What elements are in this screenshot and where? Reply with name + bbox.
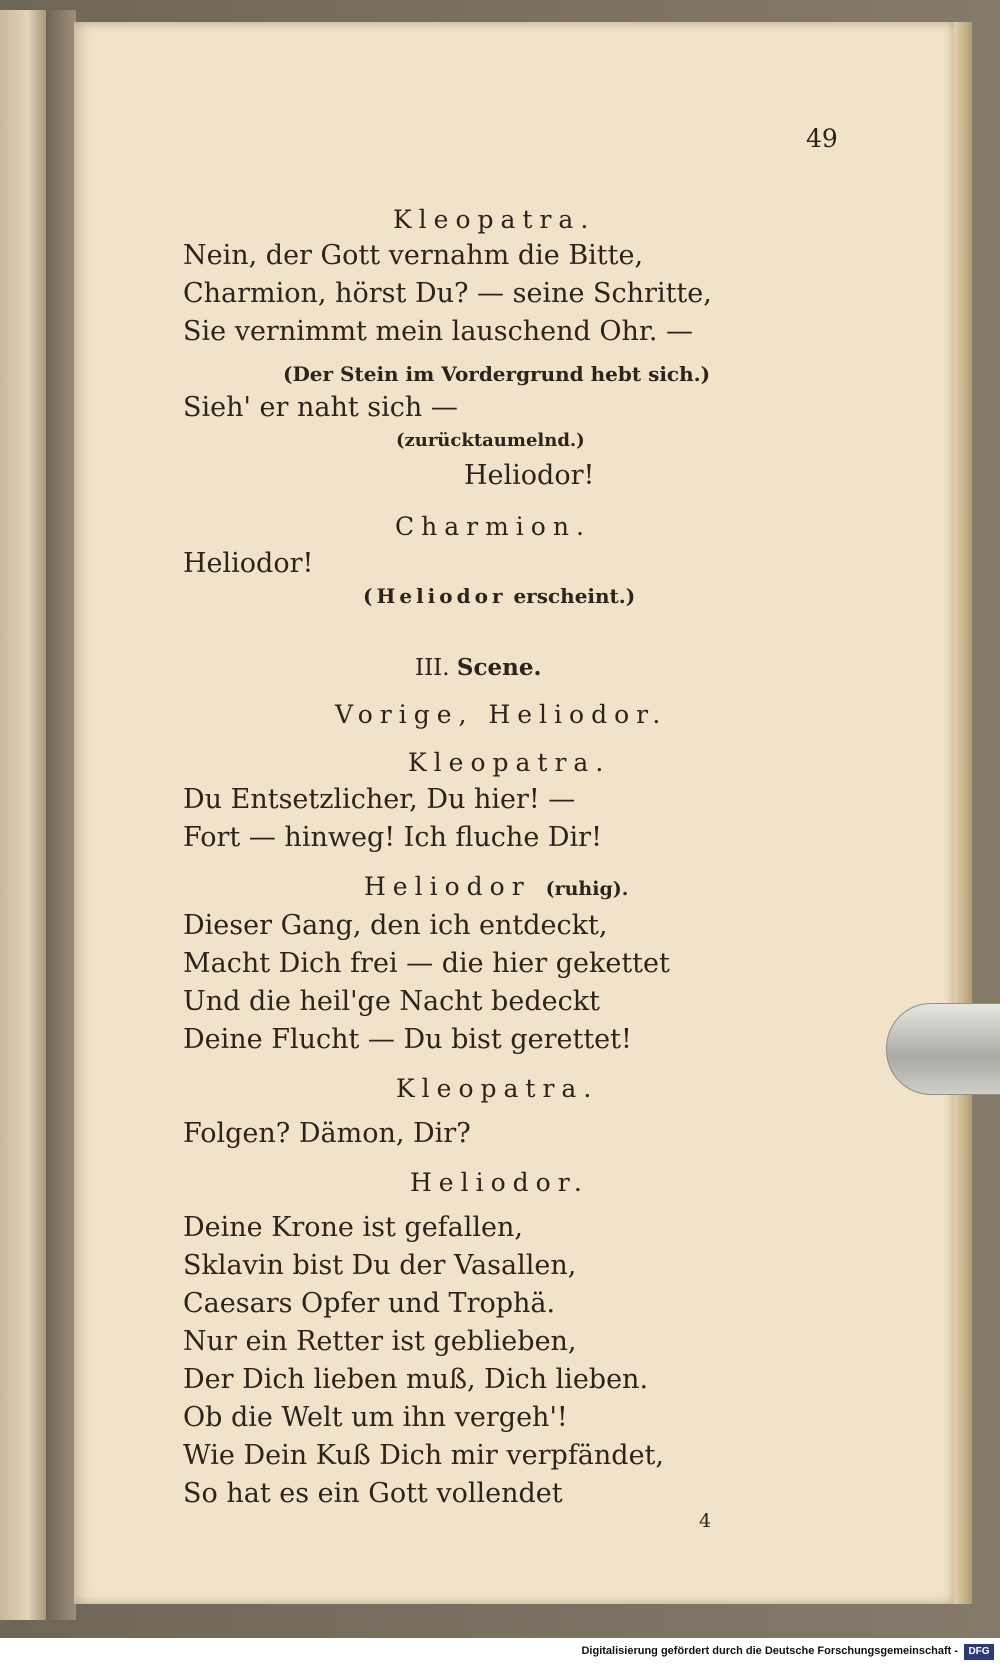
verse-line: Fort — hinweg! Ich fluche Dir! [183,822,602,853]
verse-line: Und die heil'ge Nacht bedeckt [183,986,600,1017]
verse-line: Caesars Opfer und Trophä. [183,1288,556,1319]
verse-line: Dieser Gang, den ich entdeckt, [183,910,608,941]
scene-heading [415,654,542,681]
scene-characters: Vorige, Heliodor. [335,700,668,729]
speaker-name: Heliodor [364,872,531,901]
speaker-kleopatra: Kleopatra. [408,748,611,777]
book-gutter [46,10,76,1620]
page-clip-tab [886,1003,1000,1095]
dfg-logo: DFG [964,1644,994,1660]
signature-mark: 4 [699,1510,712,1532]
stage-direction-name: (Heliodor [363,584,507,608]
verse-line: Der Dich lieben muß, Dich lieben. [183,1364,649,1395]
speaker-kleopatra: Kleopatra. [396,1074,599,1103]
left-page-edge [0,10,46,1620]
verse-line: Wie Dein Kuß Dich mir verpfändet, [183,1440,664,1471]
footer-credit: Digitalisierung gefördert durch die Deutsche Forschungsgemeinschaft - [581,1645,958,1657]
verse-line: Heliodor! [464,460,595,491]
verse-line: Folgen? Dämon, Dir? [183,1118,471,1149]
speaker-heliodor [364,872,628,901]
stage-direction: (zurücktaumelnd.) [396,430,585,451]
verse-line: Sklavin bist Du der Vasallen, [183,1250,577,1281]
verse-line: Sie vernimmt mein lauschend Ohr. — [183,316,694,347]
speaker-kleopatra: Kleopatra. [393,205,596,234]
stage-direction: (Der Stein im Vordergrund hebt sich.) [283,362,711,386]
page-stack-edge [954,22,972,1604]
verse-line: Deine Krone ist gefallen, [183,1212,523,1243]
verse-line: Ob die Welt um ihn vergeh'! [183,1402,568,1433]
verse-line: Sieh' er naht sich — [183,392,458,423]
speaker-heliodor: Heliodor. [410,1168,589,1197]
verse-line: Deine Flucht — Du bist gerettet! [183,1024,632,1055]
scene-number: III. [415,655,450,681]
stage-direction-text: erscheint.) [513,584,636,608]
verse-line: Du Entsetzlicher, Du hier! — [183,784,576,815]
page-number: 49 [806,124,838,153]
stage-direction [363,584,635,608]
scene-label: Scene. [456,654,542,681]
verse-line: Macht Dich frei — die hier gekettet [183,948,670,979]
verse-line: Nein, der Gott vernahm die Bitte, [183,240,644,271]
verse-line: So hat es ein Gott vollendet [183,1478,563,1509]
speaker-charmion: Charmion. [395,512,591,541]
verse-line: Heliodor! [183,548,314,579]
speaker-note: (ruhig). [545,878,629,900]
verse-line: Charmion, hörst Du? — seine Schritte, [183,278,712,309]
verse-line: Nur ein Retter ist geblieben, [183,1326,577,1357]
